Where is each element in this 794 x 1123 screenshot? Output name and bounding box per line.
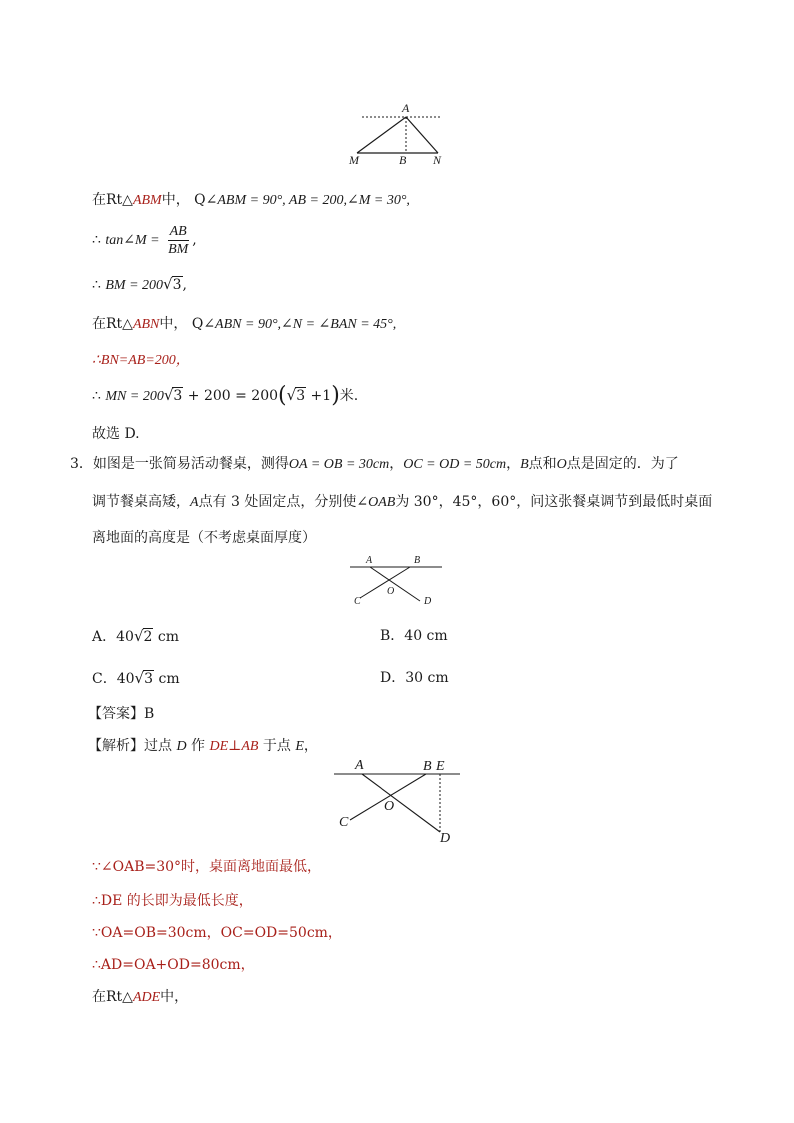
sqrt-radicand: 2 — [143, 629, 153, 645]
answer-line — [88, 704, 154, 724]
option-value: 40 — [116, 629, 134, 645]
step-5 — [92, 987, 188, 1008]
option-c — [92, 668, 180, 689]
triangle-ade: ADE — [132, 990, 161, 1005]
solution-line-abn — [92, 314, 396, 335]
label-c: C — [354, 596, 361, 607]
step-3: ∵OA=OB=30cm，OC=OD=50cm， — [92, 925, 342, 941]
text-zhong: 中， — [159, 316, 188, 332]
point-o: O — [556, 457, 567, 472]
solution-line-bm — [92, 274, 187, 296]
therefore-symbol: ∴ — [92, 388, 101, 404]
sqrt-radicand: 3 — [296, 388, 306, 404]
label-m: M — [349, 153, 359, 167]
question-text: 如图是一张简易活动餐桌，测得 — [92, 456, 289, 472]
label-d: D — [440, 831, 451, 846]
label-a: A — [355, 758, 364, 773]
choose-answer: 故选 D. — [92, 426, 140, 442]
label-o: O — [384, 799, 395, 814]
because-symbol: Q — [194, 192, 206, 208]
bm-expression: BM = 200 — [105, 278, 164, 293]
option-label: A． — [92, 629, 117, 645]
figure-triangle-amn — [340, 100, 460, 170]
question-text: 点有 3 处固定点，分别使∠ — [198, 494, 369, 510]
fraction-ab-bm — [166, 223, 190, 258]
unit-mi: 米. — [339, 388, 359, 404]
option-value: 40 — [116, 671, 135, 687]
fraction-numerator: AB — [169, 223, 187, 239]
segment-am — [357, 117, 406, 153]
question-number: 3． — [70, 456, 93, 472]
option-value: 30 cm — [405, 670, 449, 686]
left-paren: ( — [278, 383, 287, 408]
condition-abm: ∠ABM = 90°, AB = 200,∠M = 30°, — [205, 193, 410, 208]
analysis-text: 于点 — [262, 738, 291, 754]
therefore-symbol: ∴ — [92, 232, 101, 248]
punct: ， — [506, 456, 521, 472]
point-d: D — [176, 739, 187, 754]
label-a: A — [366, 555, 373, 566]
segment-an — [406, 117, 438, 153]
analysis-line — [88, 736, 318, 757]
analysis-text: 过点 — [144, 738, 172, 754]
analysis-label: 【解析】 — [88, 738, 144, 754]
answer-value: B — [144, 706, 155, 722]
sqrt-radicand: 3 — [173, 388, 183, 404]
option-unit: cm — [153, 629, 180, 645]
question-3-line-2 — [92, 492, 712, 513]
option-label: C． — [92, 671, 117, 687]
question-3-line-1 — [70, 454, 679, 475]
right-paren: ) — [331, 383, 340, 408]
option-d — [380, 668, 449, 688]
perpendicular-de-ab: DE⊥AB — [209, 739, 259, 754]
condition-abn: ∠ABN = 90°,∠N = ∠BAN = 45°, — [203, 317, 397, 332]
text-zai: 在Rt△ — [92, 192, 133, 208]
text-zai: 在Rt△ — [92, 316, 133, 332]
step-2: ∴DE 的长即为最低长度， — [92, 893, 253, 909]
label-b: B — [399, 153, 407, 167]
angle-oab: OAB — [368, 495, 396, 510]
sqrt-icon: √ — [133, 627, 144, 645]
option-a — [92, 626, 179, 647]
option-label: B． — [380, 628, 405, 644]
label-b: B — [423, 759, 432, 774]
step-1: ∵∠OAB=30°时，桌面离地面最低， — [92, 859, 322, 875]
option-label: D． — [380, 670, 406, 686]
punct: ， — [389, 456, 404, 472]
equation-oa-ob: OA = OB = 30cm — [288, 457, 390, 472]
equation-oc-od: OC = OD = 50cm — [403, 457, 507, 472]
question-3-line-3: 离地面的高度是（不考虑桌面厚度） — [92, 530, 316, 546]
point-b: B — [520, 457, 529, 472]
sqrt-icon: √ — [286, 386, 297, 404]
solution-line-tan — [92, 222, 197, 259]
option-b — [380, 626, 448, 646]
answer-label: 【答案】 — [88, 706, 144, 722]
sqrt-icon: √ — [163, 386, 174, 404]
leg-ad — [362, 774, 440, 832]
mn-middle: + 200 = 200 — [183, 388, 279, 404]
label-n: N — [433, 153, 442, 167]
mn-expression: MN = 200 — [105, 389, 164, 404]
text-zai: 在Rt△ — [92, 989, 133, 1005]
leg-bc — [360, 567, 410, 598]
therefore-symbol: ∴ — [92, 277, 101, 293]
question-text: 点和 — [528, 456, 557, 472]
solution-line-mn — [92, 385, 358, 407]
label-a: A — [402, 101, 410, 115]
triangle-abm: ABM — [132, 193, 162, 208]
because-symbol: Q — [191, 316, 204, 332]
label-e: E — [436, 759, 445, 774]
sqrt-radicand: 3 — [172, 277, 182, 293]
option-unit: cm — [154, 671, 180, 687]
point-e: E — [295, 739, 304, 754]
step-4: ∴AD=OA+OD=80cm， — [92, 957, 255, 973]
leg-ad — [370, 567, 420, 601]
comma: , — [182, 277, 187, 293]
question-text: 点是固定的．为了 — [566, 456, 679, 472]
plus-one: +1 — [306, 388, 332, 404]
triangle-abn: ABN — [132, 317, 160, 332]
text-zhong: 中， — [160, 989, 189, 1005]
analysis-text: 作 — [191, 738, 206, 754]
label-b: B — [414, 555, 421, 566]
question-text: 为 30°，45°，60°，问这张餐桌调节到最低时桌面 — [395, 494, 713, 510]
label-d: D — [424, 596, 432, 607]
solution-line-bn: ∴BN=AB=200， — [92, 353, 190, 368]
fraction-denominator: BM — [168, 241, 189, 257]
sqrt-icon: √ — [163, 275, 173, 293]
label-o: O — [387, 586, 395, 597]
tan-expression: tan∠M = — [105, 233, 160, 248]
sqrt-radicand: 3 — [144, 671, 154, 687]
punct: ， — [303, 738, 318, 754]
comma: , — [192, 232, 197, 248]
figure-table-with-de — [330, 756, 466, 846]
question-text: 调节餐桌高矮， — [92, 494, 190, 510]
text-zhong: 中， — [161, 192, 190, 208]
label-c: C — [339, 815, 349, 830]
figure-table — [344, 553, 450, 611]
option-value: 40 cm — [404, 628, 448, 644]
sqrt-icon: √ — [134, 669, 145, 687]
point-a: A — [190, 495, 199, 510]
solution-line-1 — [92, 190, 410, 211]
